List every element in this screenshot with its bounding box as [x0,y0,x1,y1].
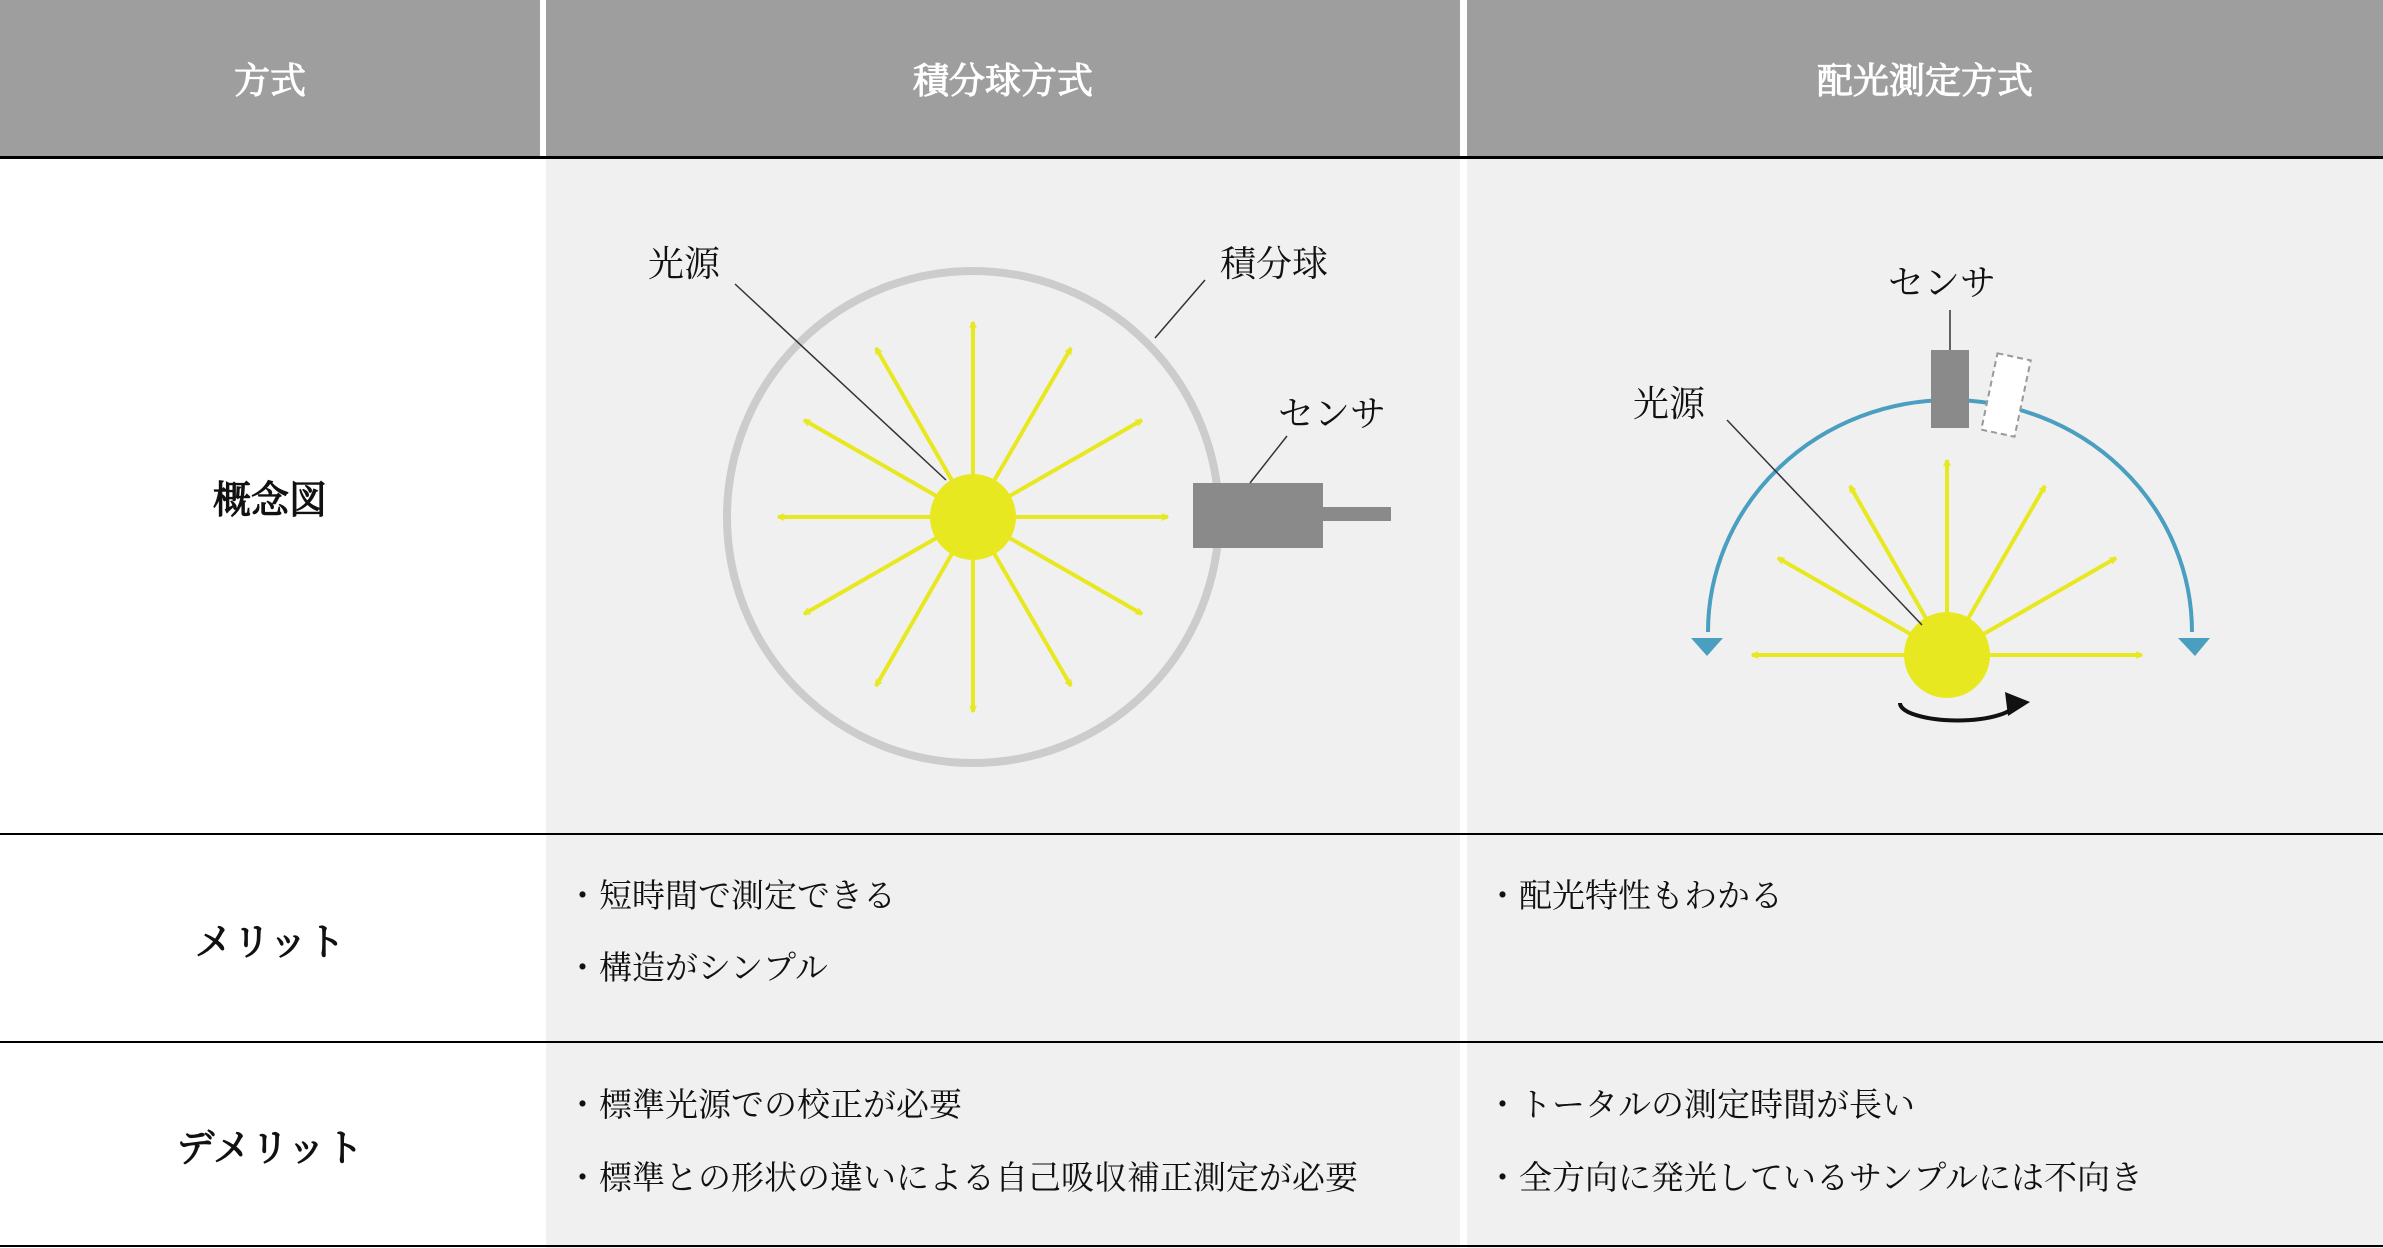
arc-arrow-left [1691,638,1723,656]
label-light-source: 光源 [648,244,721,285]
row-divider-3 [0,1245,2383,1247]
sensor-block [1931,350,1969,428]
sensor-ghost [1981,353,2030,436]
rotation-arc [1708,400,2192,632]
demerit-integrating-1: ・標準光源での校正が必要 [566,1085,962,1124]
integrating-sphere-diagram [546,159,1460,833]
label-sensor: センサ [1278,394,1387,435]
sphere-leader [1155,280,1205,338]
label-light-source-2: 光源 [1633,384,1706,425]
row-label-demerit-text: デメリット [176,1125,364,1170]
merit-integrating-1: ・短時間で測定できる [566,876,896,915]
label-sensor-2: センサ [1888,263,1997,304]
row-label-concept [0,159,540,833]
rotation-arrow-icon [1900,703,2015,720]
sensor-cable [1323,507,1391,521]
row-label-merit [0,835,540,1041]
header-integrating-label: 積分球方式 [912,60,1093,102]
demerit-goniometric-2: ・全方向に発光しているサンプルには不向き [1486,1158,2144,1197]
row-label-demerit [0,1043,540,1245]
demerit-goniometric-1: ・トータルの測定時間が長い [1486,1085,1915,1124]
label-sphere: 積分球 [1220,244,1329,285]
sensor-leader [1250,436,1287,483]
header-integrating [546,0,1460,156]
header-method [0,0,540,156]
header-method-label: 方式 [233,60,306,102]
demerit-integrating-2: ・標準との形状の違いによる自己吸収補正測定が必要 [566,1158,1358,1197]
merit-integrating-2: ・構造がシンプル [566,948,828,987]
merit-goniometric-1: ・配光特性もわかる [1486,876,1783,915]
row-label-merit-text: メリット [194,919,346,964]
header-goniometric-label: 配光測定方式 [1816,60,2033,102]
light-source-icon [930,474,1016,560]
goniometric-diagram [1467,159,2383,833]
light-source-leader-2 [1727,420,1922,625]
sensor-body [1193,483,1323,548]
rotation-arrow-head [2005,692,2030,716]
header-goniometric [1467,0,2383,156]
light-source-icon-2 [1904,612,1990,698]
row-label-concept-text: 概念図 [212,477,327,522]
arc-arrow-right [2178,638,2210,656]
